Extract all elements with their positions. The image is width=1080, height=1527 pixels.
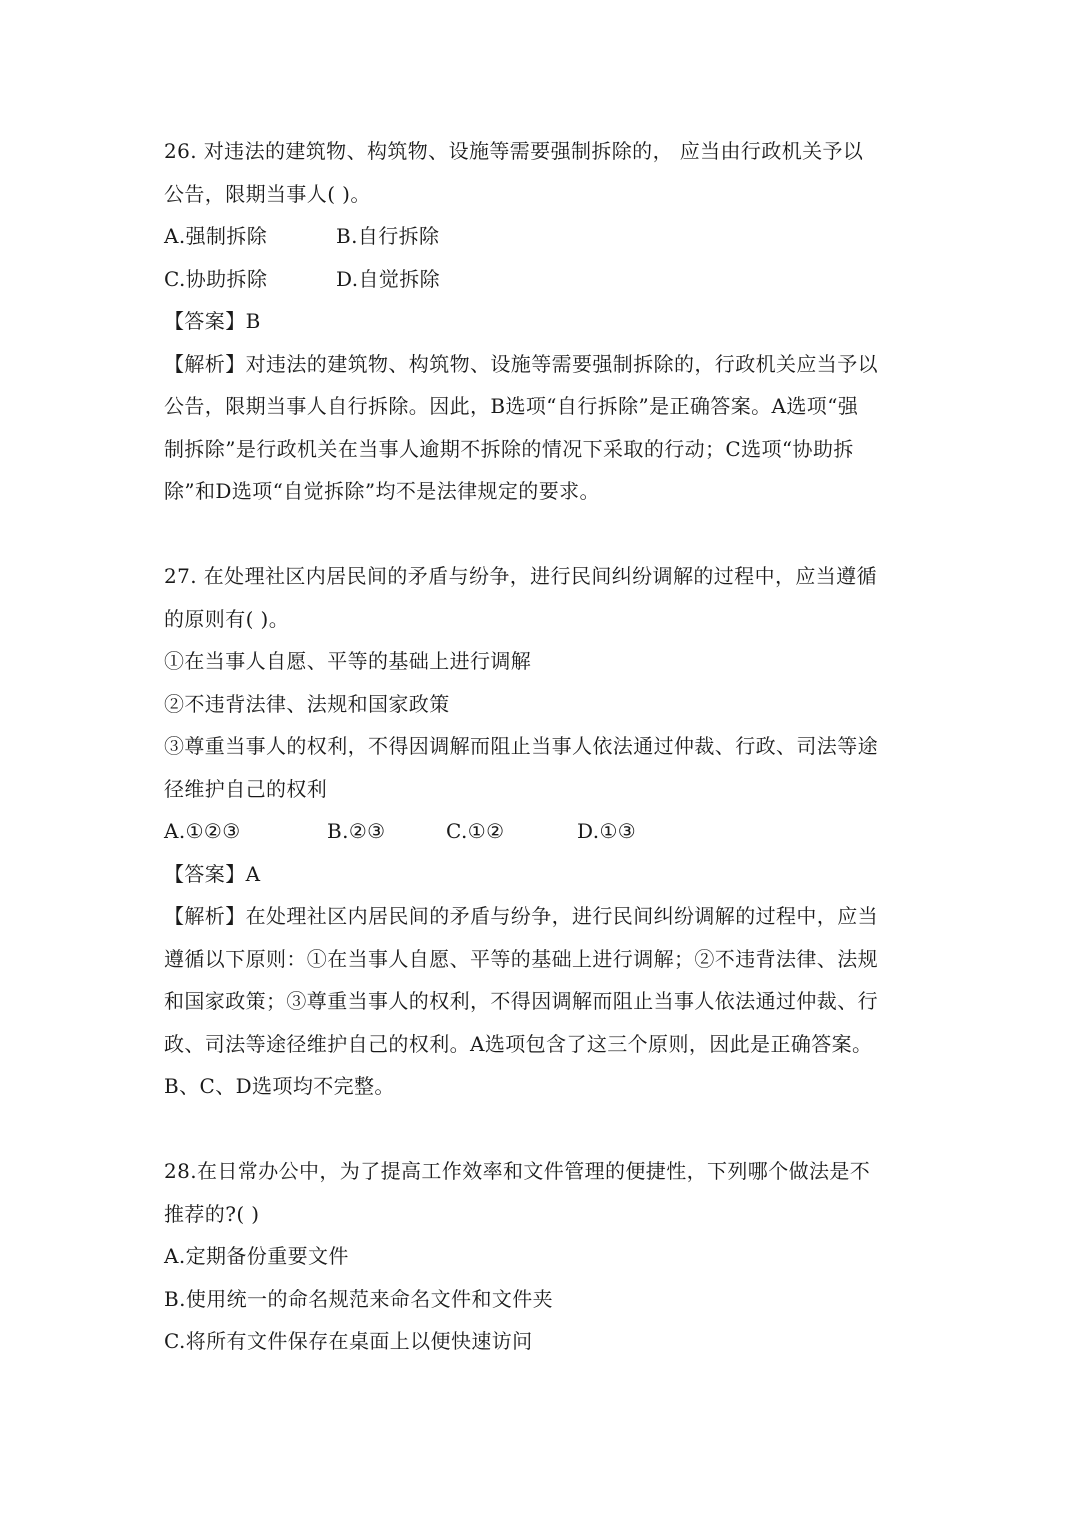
analysis-line: 【解析】在处理社区内居民间的矛盾与纷争，进行民间纠纷调解的过程中，应当 [164,904,878,928]
spacer [164,513,920,556]
question-stem-line: 公告，限期当事人( )。 [164,181,371,206]
question-stem-line: ②不违背法律、法规和国家政策 [164,691,450,716]
option-b: B.使用统一的命名规范来命名文件和文件夹 [164,1286,554,1311]
analysis-line: 【解析】对违法的建筑物、构筑物、设施等需要强制拆除的，行政机关应当予以 [164,351,878,376]
analysis-line: 制拆除”是行政机关在当事人逾期不拆除的情况下采取的行动；C选项“协助拆 [164,436,854,461]
question-stem-line: ③尊重当事人的权利，不得因调解而阻止当事人依法通过仲裁、行政、司法等途 [164,734,878,758]
spacer [164,1108,920,1151]
question-list [164,130,920,1363]
analysis-line: 除”和D选项“自觉拆除”均不是法律规定的要求。 [164,479,600,503]
question-stem-line: 推荐的?( ) [164,1201,260,1226]
question-stem-line: ①在当事人自愿、平等的基础上进行调解 [164,649,532,673]
option-row [164,810,920,853]
question-stem-line: 28.在日常办公中，为了提高工作效率和文件管理的便捷性，下列哪个做法是不 [164,1159,871,1183]
question-stem-line: 径维护自己的权利 [164,776,328,801]
option-row [164,215,920,258]
answer-line: 【答案】B [164,309,261,333]
option-a: A.强制拆除 [164,224,268,248]
option-b: B.自行拆除 [336,224,440,248]
question-stem-line: 26. 对违法的建筑物、构筑物、设施等需要强制拆除的， 应当由行政机关予以 [164,139,864,163]
option-d: D.自觉拆除 [336,266,441,291]
question-stem-line: 的原则有( )。 [164,606,290,631]
analysis-line: 遵循以下原则：①在当事人自愿、平等的基础上进行调解；②不违背法律、法规 [164,946,878,971]
option-a: A.定期备份重要文件 [164,1244,349,1268]
answer-line: 【答案】A [164,861,261,886]
analysis-line: B、C、D选项均不完整。 [164,1074,395,1098]
option-a: A.①②③ [164,819,241,843]
analysis-line: 政、司法等途径维护自己的权利。A选项包含了这三个原则，因此是正确答案。 [164,1031,873,1056]
analysis-line: 公告，限期当事人自行拆除。因此，B选项“自行拆除”是正确答案。A选项“强 [164,394,859,418]
analysis-line: 和国家政策；③尊重当事人的权利，不得因调解而阻止当事人依法通过仲裁、行 [164,989,878,1013]
question-28 [164,1150,920,1363]
option-b: B.②③ [327,819,386,843]
question-stem-line: 27. 在处理社区内居民间的矛盾与纷争，进行民间纠纷调解的过程中，应当遵循 [164,564,877,588]
option-c: C.①② [446,819,505,843]
question-26 [164,130,920,513]
option-c: C.将所有文件保存在桌面上以便快速访问 [164,1329,533,1353]
question-27 [164,555,920,1108]
option-d: D.①③ [577,819,637,843]
option-c: C.协助拆除 [164,266,268,291]
option-row [164,258,920,301]
